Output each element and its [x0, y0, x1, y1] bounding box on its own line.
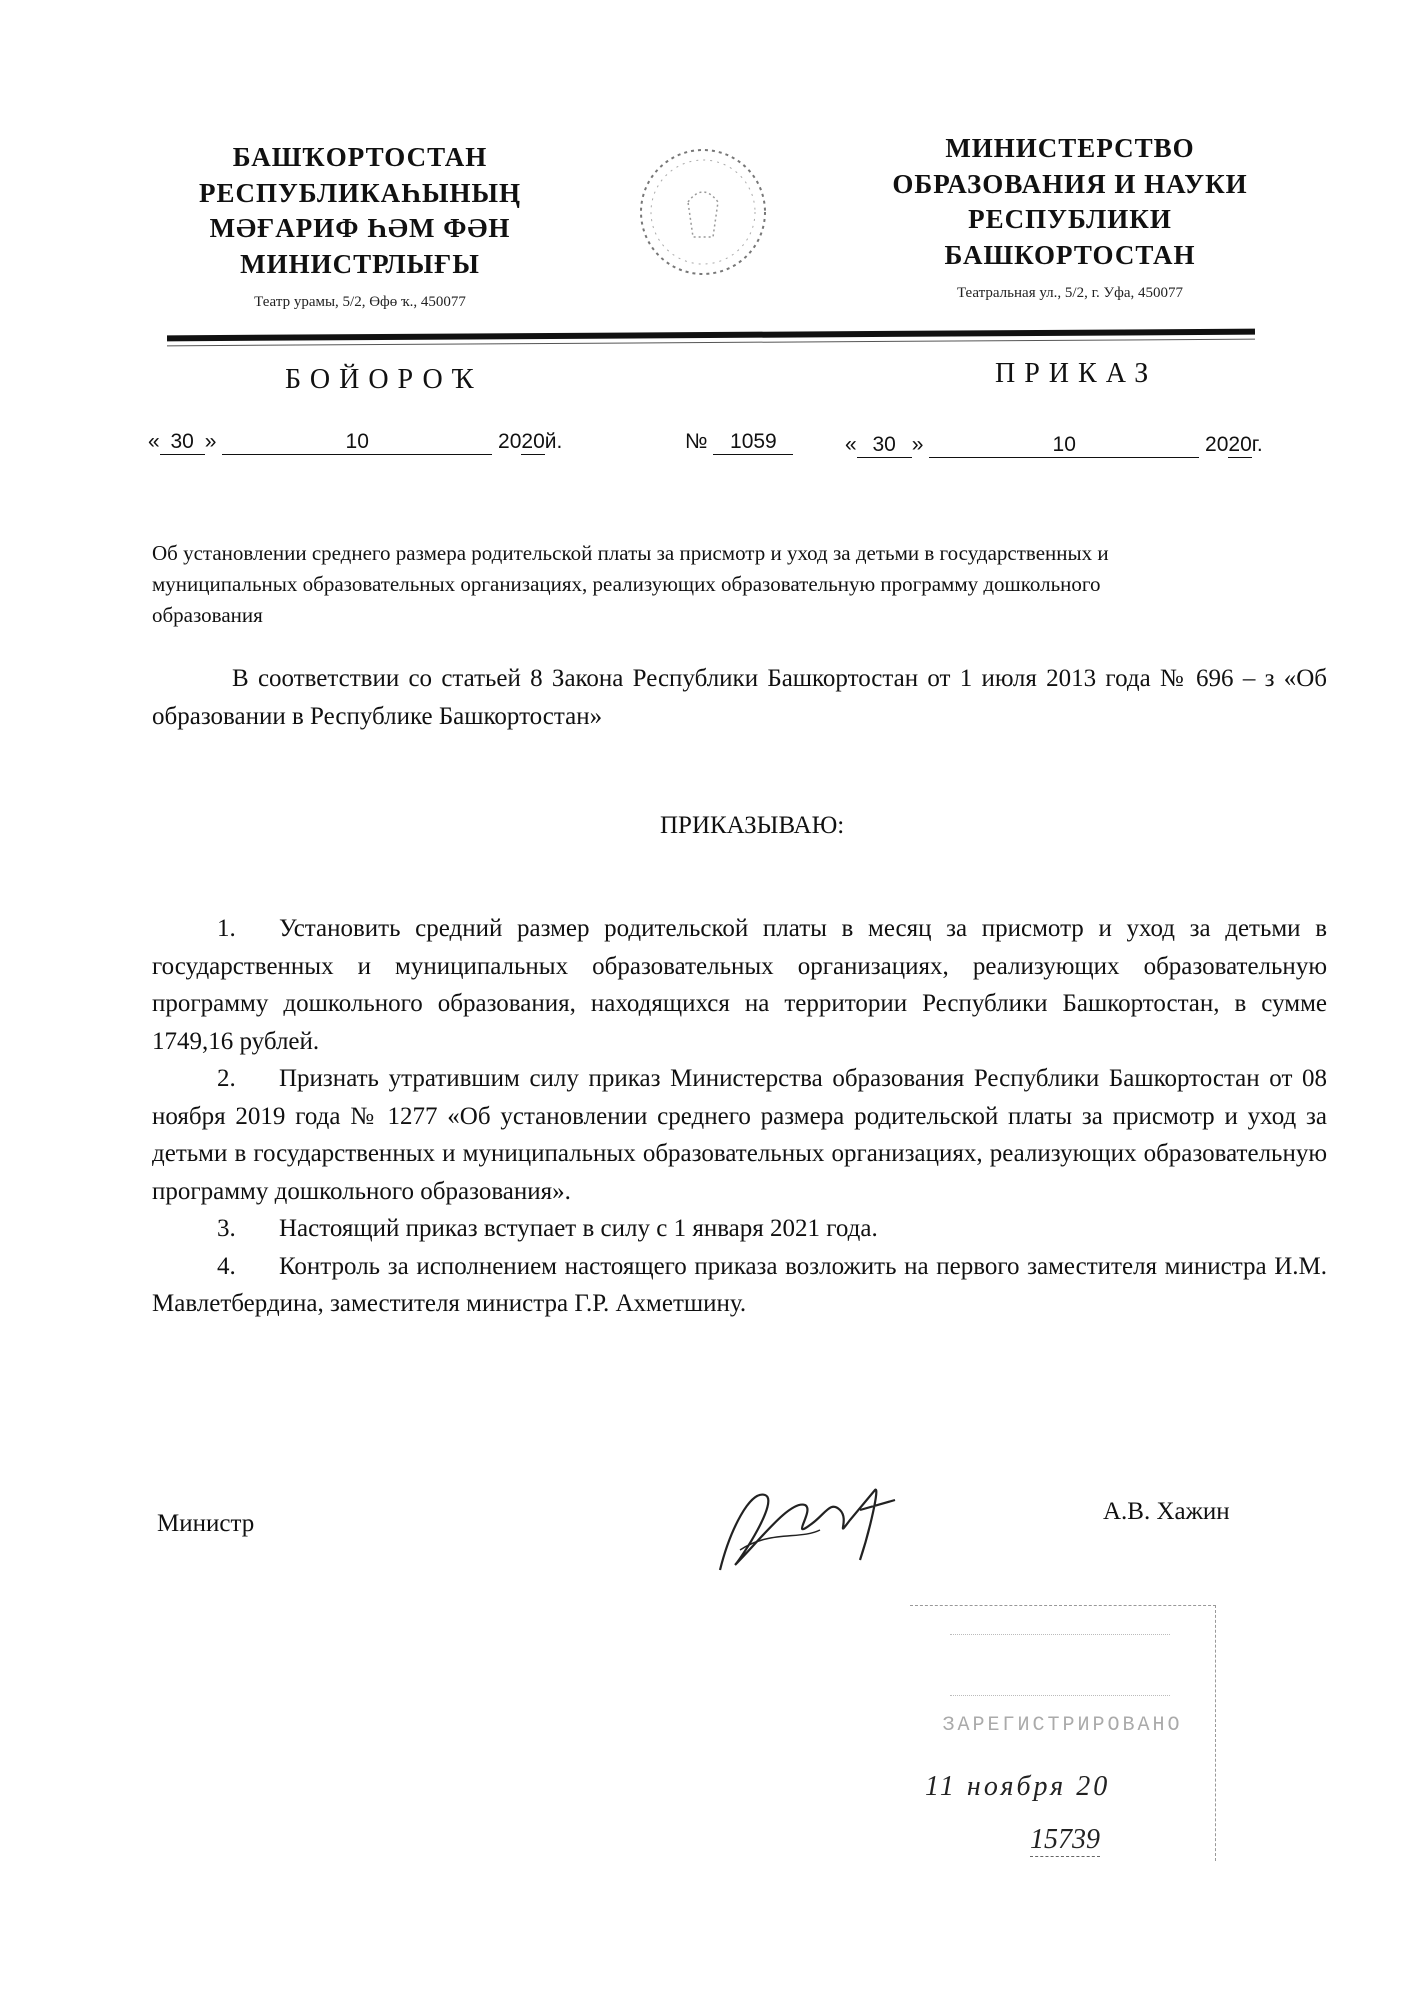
registration-stamp [910, 1605, 1216, 1861]
item-number: 1. [217, 915, 236, 942]
doc-number [685, 430, 793, 455]
item-text: Настоящий приказ вступает в силу с 1 января 2021 года. [279, 1215, 878, 1242]
header-right-line: БАШКОРТОСТАН [944, 239, 1196, 270]
item-number: 3. [217, 1215, 236, 1242]
item-number: 4. [217, 1252, 236, 1280]
doc-kind-russian: ПРИКАЗ [995, 358, 1158, 389]
order-items [152, 910, 1327, 1323]
item-text: Контроль за исполнением настоящего приказа возложить на первого заместителя министра И.М. Мавлетбердина, заместителя министра Г.Р. Ахметшину. [152, 1252, 1327, 1317]
header-left-line: МИНИСТРЛЫҒЫ [240, 248, 480, 279]
date-right-year-prefix: 20 [1205, 433, 1229, 456]
date-left-year: 20 [521, 430, 545, 453]
header-right-address: Театральная ул., 5/2, г. Уфа, 450077 [956, 285, 1184, 301]
item-number: 2. [217, 1065, 236, 1092]
header-right-line: МИНИСТЕРСТВО [945, 133, 1195, 163]
date-left-month: 10 [222, 430, 492, 455]
signer-name: А.В. Хажин [1103, 1498, 1230, 1525]
doc-kind-bashkir: БОЙОРОҠ [285, 364, 483, 395]
header-right-russian [870, 131, 1270, 273]
date-left-year-prefix: 20 [498, 430, 522, 453]
date-right-year: 20 [1228, 433, 1252, 456]
header-left-bashkir [180, 140, 540, 282]
item-text: Признать утратившим силу приказ Министерства образования Республики Башкортостан от 08 ноября 2019 года № 1277 «Об установлении среднего размера родительской платы за присмотр и уход за детьми в государственных и муниципальных образовательных организациях, реализующих образовательную программу дошкольного образования». [152, 1065, 1327, 1205]
stamp-number: 15739 [1030, 1824, 1100, 1855]
date-right-suffix: г. [1251, 433, 1263, 456]
order-item [152, 1060, 1327, 1210]
date-left-suffix: й. [544, 430, 563, 453]
stamp-word: ЗАРЕГИСТРИРОВАНО [942, 1714, 1183, 1737]
header-right-line: ОБРАЗОВАНИЯ И НАУКИ [892, 168, 1248, 199]
item-text: Установить средний размер родительской платы в месяц за присмотр и уход за детьми в государственных и муниципальных образовательных организациях, реализующих образовательную программу дошкольного образования, находящихся на территории Республики Башкортостан, в сумме 1749,16 рублей. [152, 915, 1327, 1055]
date-right-month: 10 [929, 433, 1199, 458]
date-left: « 30 » 10 2020й. [148, 430, 563, 453]
order-item [152, 910, 1327, 1060]
header-left-line: МӘҒАРИФ ҺӘМ ФӘН [209, 213, 511, 243]
document-title: Об установлении среднего размера родительской платы за присмотр и уход за детьми в государственных и муниципальных образовательных организациях, реализующих образовательную программу дошкольного образования [152, 541, 1109, 627]
order-word: ПРИКАЗЫВАЮ: [660, 812, 845, 839]
order-item [152, 1248, 1327, 1323]
header-right-line: РЕСПУБЛИКИ [968, 204, 1172, 234]
stamp-date: 11 ноября 20 [925, 1771, 1111, 1802]
stamp-faded-lines [950, 1634, 1170, 1696]
handwritten-signature [710, 1470, 910, 1580]
number-label: № [685, 430, 708, 453]
order-item [152, 1210, 1327, 1248]
coat-of-arms-emblem [633, 142, 773, 282]
header-left-address: Театр урамы, 5/2, Өфө ҡ., 450077 [254, 294, 466, 310]
header-left-line: РЕСПУБЛИКАҺЫНЫҢ [198, 177, 522, 208]
number-value: 1059 [713, 430, 793, 455]
date-left-day: 30 [160, 430, 205, 455]
date-right: « 30 » 10 2020г. [845, 433, 1263, 456]
date-right-day: 30 [857, 433, 912, 458]
header-left-line: БАШҠОРТОСТАН [232, 142, 488, 172]
signer-position: Министр [157, 1510, 255, 1537]
preamble: В соответствии со статьей 8 Закона Республики Башкортостан от 1 июля 2013 года № 696 – з «Об образовании в Республике Башкортостан» [152, 665, 1327, 730]
